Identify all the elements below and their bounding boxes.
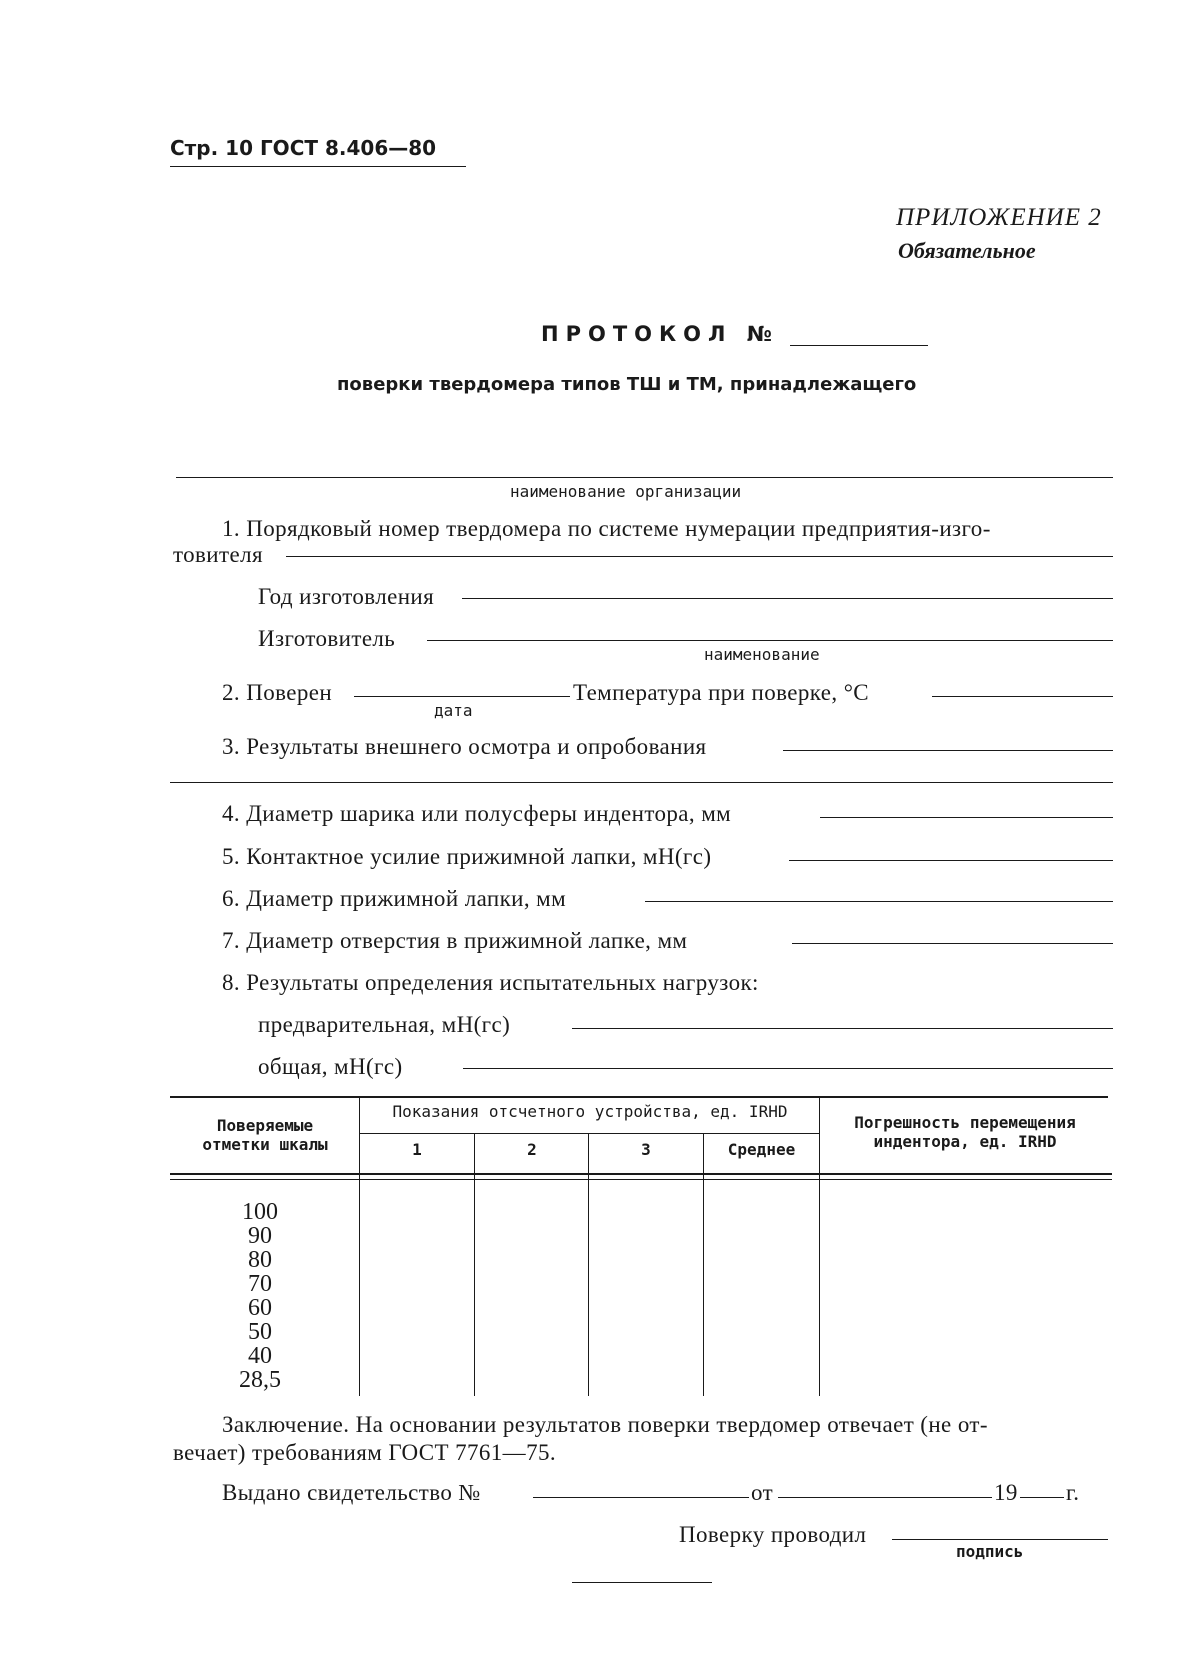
protocol-title: ПРОТОКОЛ №	[541, 322, 780, 346]
subheader-2: 2	[527, 1140, 537, 1159]
certificate-label: Выдано свидетельство №	[222, 1480, 481, 1505]
table-top-border	[170, 1096, 1108, 1098]
scale-mark-50: 50	[248, 1319, 272, 1345]
page-reference: Стр. 10 ГОСТ 8.406—80	[170, 136, 437, 160]
subheader-1: 1	[412, 1140, 422, 1159]
header-underline	[170, 166, 466, 167]
year-field	[462, 598, 1113, 599]
certificate-year-suffix: г.	[1066, 1480, 1080, 1505]
field-1-line2: товителя	[173, 542, 263, 567]
table-col-divider-marks	[359, 1098, 360, 1396]
preload-label: предварительная, мН(гс)	[258, 1012, 511, 1037]
conclusion-line2: вечает) требованиям ГОСТ 7761—75.	[173, 1440, 557, 1465]
total-load-label: общая, мН(гс)	[258, 1054, 403, 1079]
appendix-subtitle: Обязательное	[898, 238, 1036, 263]
table-header-bottom-1	[170, 1173, 1112, 1175]
year-label: Год изготовления	[258, 584, 435, 609]
serial-number-field	[286, 556, 1113, 557]
header-marks-line1: Поверяемые	[216, 1116, 314, 1135]
certificate-year-prefix: 19	[994, 1480, 1018, 1505]
field-6-answer	[645, 901, 1113, 902]
field-5-label: 5. Контактное усилие прижимной лапки, мН(гс)	[222, 844, 712, 869]
field-5-answer	[789, 860, 1113, 861]
certificate-number-field	[533, 1497, 749, 1498]
scale-mark-40: 40	[248, 1343, 272, 1369]
header-readings: Показания отсчетного устройства, ед. IRHD	[392, 1102, 788, 1121]
table-subheader-rule	[360, 1133, 820, 1134]
protocol-subtitle: поверки твердомера типов ТШ и ТМ, принадлежащего	[337, 374, 917, 395]
header-error-line2: индентора, ед. IRHD	[873, 1132, 1057, 1151]
total-load-field	[463, 1068, 1113, 1069]
field-1-line1: 1. Порядковый номер твердомера по системе нумерации предприятия-изго-	[222, 516, 991, 541]
scale-mark-100: 100	[242, 1199, 278, 1225]
signature-caption: подпись	[956, 1542, 1024, 1561]
table-col-divider-2	[588, 1133, 589, 1396]
verified-label: 2. Поверен	[222, 680, 333, 705]
table-col-divider-1	[474, 1133, 475, 1396]
maker-caption: наименование	[704, 645, 820, 664]
conclusion-line1: Заключение. На основании результатов поверки твердомер отвечает (не от-	[222, 1412, 988, 1437]
scale-mark-60: 60	[248, 1295, 272, 1321]
organization-field	[176, 477, 1113, 478]
maker-field	[427, 640, 1113, 641]
field-4-label: 4. Диаметр шарика или полусферы индентора, мм	[222, 801, 732, 826]
footer-rule	[572, 1582, 712, 1583]
header-error-line1: Погрешность перемещения	[854, 1113, 1076, 1132]
scale-mark-70: 70	[248, 1271, 272, 1297]
preload-field	[572, 1028, 1113, 1029]
table-col-divider-mean	[819, 1098, 820, 1396]
temperature-label: Температура при поверке, °С	[573, 680, 870, 705]
certificate-from: от	[751, 1480, 774, 1505]
organization-caption: наименование организации	[510, 482, 742, 501]
field-4-answer	[820, 817, 1113, 818]
certificate-date-field	[778, 1497, 992, 1498]
subheader-mean: Среднее	[727, 1140, 796, 1159]
signature-label: Поверку проводил	[679, 1522, 867, 1547]
scale-mark-90: 90	[248, 1223, 272, 1249]
field-6-label: 6. Диаметр прижимной лапки, мм	[222, 886, 567, 911]
field-3-answer-cont	[170, 782, 1113, 783]
table-col-divider-3	[703, 1133, 704, 1396]
table-header-bottom-2	[170, 1179, 1112, 1180]
field-3-answer	[783, 750, 1113, 751]
appendix-title: ПРИЛОЖЕНИЕ 2	[896, 204, 1102, 231]
certificate-year-field	[1020, 1497, 1064, 1498]
subheader-3: 3	[641, 1140, 651, 1159]
protocol-number-field	[790, 345, 928, 346]
date-caption: дата	[434, 701, 473, 720]
temperature-field	[932, 696, 1113, 697]
date-field	[354, 696, 570, 697]
field-7-label: 7. Диаметр отверстия в прижимной лапке, мм	[222, 928, 688, 953]
header-marks-line2: отметки шкалы	[202, 1135, 328, 1154]
scale-mark-28-5: 28,5	[239, 1367, 281, 1393]
field-3-label: 3. Результаты внешнего осмотра и опробования	[222, 734, 707, 759]
scale-mark-80: 80	[248, 1247, 272, 1273]
field-7-answer	[792, 943, 1113, 944]
field-8-label: 8. Результаты определения испытательных нагрузок:	[222, 970, 759, 995]
signature-field	[892, 1539, 1108, 1540]
maker-label: Изготовитель	[258, 626, 396, 651]
